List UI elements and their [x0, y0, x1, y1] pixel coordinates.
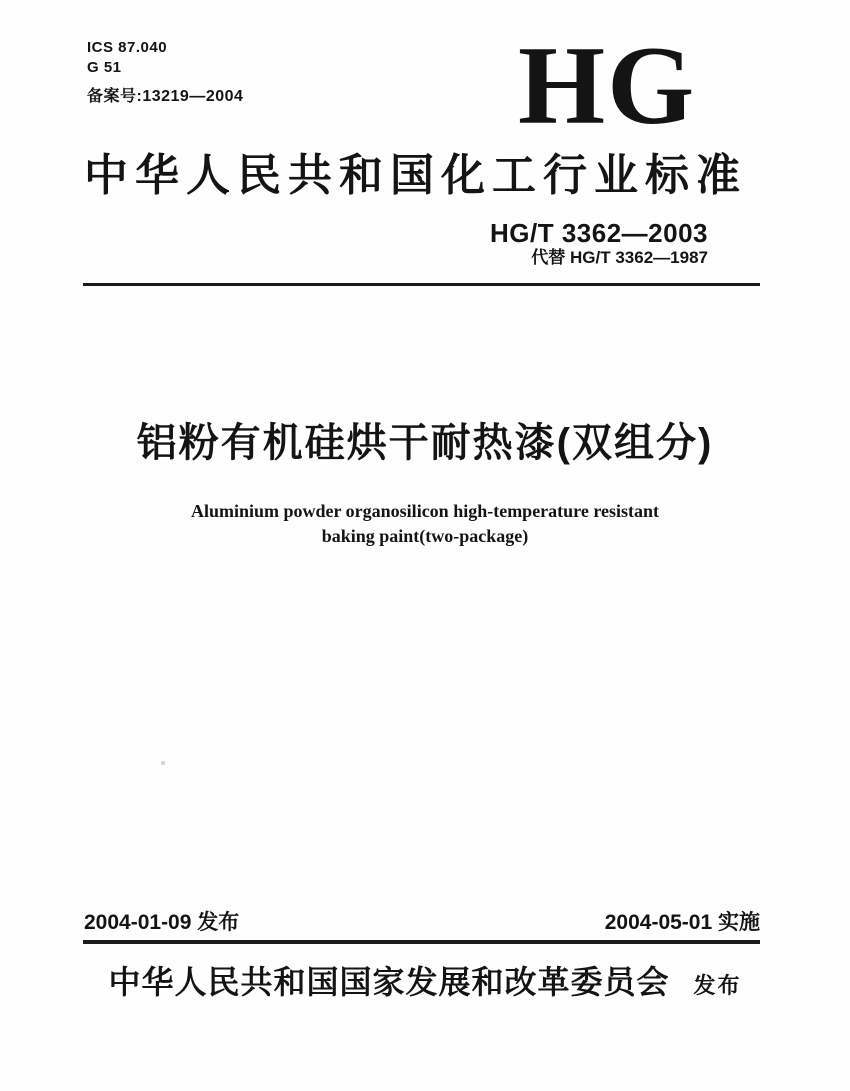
main-title-en-line2: baking paint(two-package): [321, 526, 529, 546]
dates-row: [84, 910, 760, 936]
doc-class-code: G 51: [87, 59, 122, 76]
hg-logo: HG: [518, 24, 697, 148]
main-title-zh: 铝粉有机硅烘干耐热漆(双组分): [136, 421, 714, 465]
standard-category-title: 中华人民共和国化工行业标准: [84, 151, 747, 200]
replaced-standard-note: 代替 HG/T 3362—1987: [531, 248, 708, 267]
header-divider: [83, 283, 760, 286]
standard-number-block: [490, 219, 708, 268]
issuing-authority: 中华人民共和国国家发展和改革委员会: [108, 964, 670, 1000]
implementation-date: 2004-05-01 实施: [604, 911, 760, 934]
scan-artifact: [161, 761, 165, 765]
top-meta-block: [87, 38, 243, 107]
record-number: 备案号:13219—2004: [87, 88, 244, 105]
main-title-en-line1: Aluminium powder organosilicon high-temperature resistant: [190, 501, 659, 521]
dates-divider: [83, 940, 760, 944]
standard-number: HG/T 3362—2003: [489, 218, 708, 248]
issue-label: 发布: [693, 973, 742, 998]
ics-code: ICS 87.040: [87, 39, 168, 56]
issue-date: 2004-01-09 发布: [84, 911, 240, 934]
footer-row: [0, 963, 850, 1001]
